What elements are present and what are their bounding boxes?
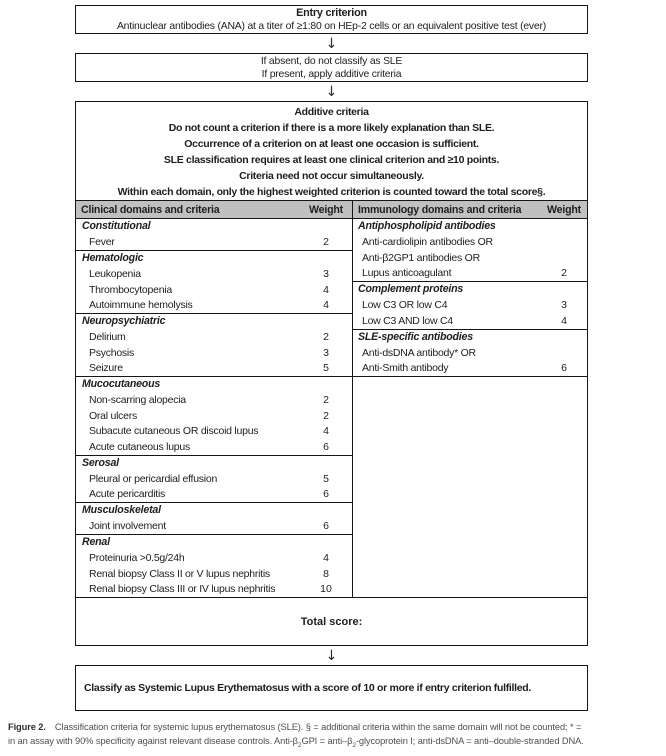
criterion-weight: 10	[320, 583, 332, 596]
clinical-column	[76, 201, 352, 597]
criterion-label: Joint involvement	[89, 520, 166, 533]
criterion-row	[76, 345, 352, 361]
criterion-label: Acute cutaneous lupus	[89, 440, 190, 453]
criterion-weight: 5	[323, 472, 329, 485]
figure-caption-line2: in an assay with 90% specificity against relevant disease controls. Anti-$\beta_2GPI$ = anti–$\beta_2$-glycoprotein I; anti-dsDNA = anti–double-stranded DNA.	[8, 735, 584, 749]
domain-name: Renal	[82, 536, 110, 548]
criterion-row	[353, 313, 587, 329]
beta2-subscript: 2	[352, 741, 356, 749]
entry-criterion-title: Entry criterion	[296, 6, 367, 19]
criterion-row	[76, 551, 352, 567]
immunology-column-header	[353, 201, 587, 219]
criterion-label: Seizure	[89, 362, 123, 375]
criterion-label: Proteinuria >0.5g/24h	[89, 552, 185, 565]
criterion-row	[353, 266, 587, 282]
total-score-label: Total score:	[300, 615, 363, 628]
criterion-label: Renal biopsy Class II or V lupus nephritis	[89, 567, 270, 580]
clinical-column-body	[76, 219, 352, 597]
decision-box	[75, 53, 588, 82]
domain-name: SLE-specific antibodies	[358, 330, 473, 343]
criterion-row	[353, 361, 587, 377]
criterion-weight: 6	[323, 520, 329, 533]
clinical-header-label: Clinical domains and criteria	[81, 203, 220, 216]
classify-box	[75, 665, 588, 711]
domain-name: Neuropsychiatric	[82, 315, 166, 327]
criterion-row	[353, 345, 587, 361]
domain-group	[76, 377, 352, 456]
criterion-weight: 3	[323, 268, 329, 281]
criteria-table	[76, 200, 587, 598]
additive-criteria-box	[75, 101, 588, 646]
domain-name: Serosal	[82, 456, 119, 469]
domain-group	[353, 330, 587, 378]
decision-line-absent: If absent, do not classify as SLE	[260, 55, 403, 67]
domain-group	[76, 219, 352, 251]
criterion-label: Leukopenia	[89, 268, 141, 281]
criterion-weight: 2	[323, 331, 329, 344]
criterion-row	[76, 235, 352, 251]
criterion-row	[76, 408, 352, 424]
sle-classification-flowchart	[75, 5, 588, 711]
down-arrow-icon: ↓	[325, 647, 338, 664]
criterion-label: Autoimmune hemolysis	[89, 299, 193, 312]
criterion-row	[353, 235, 587, 251]
criterion-label: Non-scarring alopecia	[89, 394, 186, 407]
criterion-label: Anti-Smith antibody	[362, 362, 449, 375]
criterion-label: Oral ulcers	[89, 409, 138, 422]
criterion-weight: 4	[323, 299, 329, 312]
beta2-subscript: 2	[297, 741, 302, 749]
figure-caption-label: Figure 2.	[8, 722, 46, 732]
additive-criteria-head	[76, 102, 587, 200]
criterion-row	[76, 582, 352, 598]
clinical-column-header	[76, 201, 352, 219]
domain-group	[353, 282, 587, 330]
domain-name: Musculoskeletal	[82, 504, 161, 516]
criterion-row	[76, 330, 352, 346]
immunology-column	[352, 201, 587, 597]
criterion-weight: 4	[561, 314, 567, 327]
criterion-weight: 3	[561, 299, 567, 312]
criterion-label: Anti-cardiolipin antibodies OR	[362, 236, 493, 249]
criterion-weight: 2	[323, 236, 329, 249]
additive-instruction-line: SLE classification requires at least one clinical criterion and ≥10 points.	[163, 154, 500, 166]
criterion-label: Delirium	[89, 331, 126, 344]
criterion-row	[76, 267, 352, 283]
criterion-row	[76, 361, 352, 377]
criterion-row	[76, 393, 352, 409]
criterion-label: Low C3 AND low C4	[362, 314, 453, 327]
criterion-label: Subacute cutaneous OR discoid lupus	[89, 425, 259, 438]
criterion-row	[76, 487, 352, 503]
criterion-weight: 4	[323, 283, 329, 296]
immunology-weight-header: Weight	[547, 203, 581, 216]
criterion-row	[76, 471, 352, 487]
additive-instruction-line: Occurrence of a criterion on at least one occasion is sufficient.	[184, 138, 479, 150]
criterion-label: Thrombocytopenia	[89, 283, 172, 296]
criterion-label: Psychosis	[89, 346, 135, 359]
criterion-weight: 3	[323, 346, 329, 359]
criterion-row	[76, 424, 352, 440]
criterion-row	[76, 282, 352, 298]
domain-group	[76, 503, 352, 535]
domain-name: Mucocutaneous	[82, 378, 161, 390]
criterion-weight: 6	[323, 440, 329, 453]
domain-name: Antiphospholipid antibodies	[358, 220, 496, 232]
domain-name: Constitutional	[82, 220, 151, 232]
clinical-weight-header: Weight	[309, 203, 343, 216]
decision-line-present: If present, apply additive criteria	[261, 68, 402, 80]
criterion-weight: 4	[323, 552, 329, 565]
domain-group	[353, 219, 587, 282]
additive-instruction-line: Within each domain, only the highest weighted criterion is counted toward the total score§.	[117, 186, 546, 198]
criterion-weight: 4	[323, 425, 329, 438]
domain-group	[76, 251, 352, 314]
additive-instructions	[76, 120, 587, 200]
criterion-label: Acute pericarditis	[89, 488, 166, 501]
criterion-weight: 2	[323, 409, 329, 422]
criterion-row	[76, 519, 352, 535]
criterion-label: Anti-β2GP1 antibodies OR	[362, 251, 480, 264]
criterion-label: Low C3 OR low C4	[362, 299, 448, 312]
immunology-column-body	[353, 219, 587, 377]
criterion-row	[76, 298, 352, 314]
domain-name: Hematologic	[82, 252, 144, 264]
criterion-weight: 8	[323, 567, 329, 580]
criterion-weight: 6	[323, 488, 329, 501]
classify-text: Classify as Systemic Lupus Erythematosus with a score of 10 or more if entry criterion fulfilled.	[84, 682, 532, 694]
additive-instruction-line: Criteria need not occur simultaneously.	[239, 170, 424, 182]
criterion-row	[76, 566, 352, 582]
criterion-weight: 2	[323, 394, 329, 407]
criterion-weight: 6	[561, 362, 567, 375]
criterion-weight: 5	[323, 362, 329, 375]
additive-criteria-title: Additive criteria	[294, 106, 369, 118]
criterion-weight: 2	[561, 267, 567, 280]
criterion-label: Pleural or pericardial effusion	[89, 472, 218, 485]
domain-group	[76, 535, 352, 597]
additive-instruction-line: Do not count a criterion if there is a more likely explanation than SLE.	[168, 122, 495, 134]
criterion-label: Lupus anticoagulant	[362, 267, 452, 280]
domain-group	[76, 456, 352, 504]
domain-name: Complement proteins	[358, 283, 464, 295]
domain-group	[76, 314, 352, 377]
down-arrow-icon: ↓	[325, 83, 338, 100]
entry-criterion-text: Antinuclear antibodies (ANA) at a titer of ≥1:80 on HEp-2 cells or an equivalent positive test (ever)	[116, 20, 547, 32]
entry-criterion-box	[75, 5, 588, 34]
immunology-header-label: Immunology domains and criteria	[358, 203, 522, 216]
criterion-row	[353, 250, 587, 266]
total-score-row	[76, 598, 587, 645]
criterion-label: Anti-dsDNA antibody* OR	[362, 346, 476, 359]
figure-caption-line1: Classification criteria for systemic lupus erythematosus (SLE). § = additional criteria within the same domain will not be counted; * =	[54, 722, 582, 732]
down-arrow-icon: ↓	[325, 35, 338, 52]
criterion-row	[353, 298, 587, 314]
criterion-row	[76, 439, 352, 455]
criterion-label: Renal biopsy Class III or IV lupus nephritis	[89, 583, 276, 596]
figure-caption	[8, 721, 661, 748]
criterion-label: Fever	[89, 236, 115, 249]
